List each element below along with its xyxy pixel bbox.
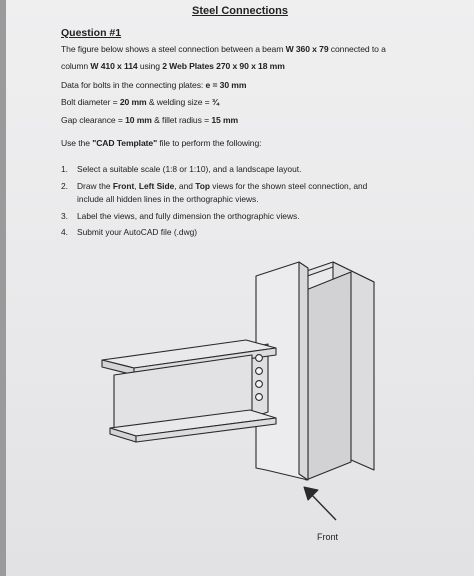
task-item <box>61 163 461 177</box>
task-text-continued: include all hidden lines in the orthographic views. <box>77 194 259 204</box>
question-heading: Question #1 <box>61 27 122 39</box>
bolt <box>256 368 263 375</box>
intro-text: connected to a <box>328 44 386 54</box>
use-text: file to perform the following: <box>157 138 262 148</box>
column-size: W 410 x 114 <box>90 61 138 71</box>
beam-size: W 360 x 79 <box>285 44 329 54</box>
intro-text: The figure below shows a steel connection between a beam <box>61 44 286 54</box>
cad-template-name: "CAD Template" <box>92 138 158 148</box>
column-front-flange-edge <box>299 262 308 480</box>
intro-line-2 <box>61 61 285 71</box>
top-view-term: Top <box>195 180 210 191</box>
steel-connection-figure <box>6 245 474 576</box>
fillet-value: 15 mm <box>211 115 239 125</box>
bolts-data-line <box>61 80 246 90</box>
task-number: 4. <box>61 227 68 237</box>
bolt-diameter-line <box>61 97 219 107</box>
front-arrow-head <box>304 487 318 500</box>
intro-text: using <box>137 61 163 71</box>
task-text: Select a suitable scale (1:8 or 1:10), and a landscape layout. <box>77 164 302 174</box>
use-text: Use the <box>61 138 93 148</box>
intro-line-1 <box>61 44 386 54</box>
task-item <box>61 180 461 207</box>
page-title: Steel Connections <box>192 5 288 17</box>
task-text: Submit your AutoCAD file (.dwg) <box>77 227 198 237</box>
bolts-value: e = 30 mm <box>205 80 247 90</box>
bolt-diameter-label: Bolt diameter = <box>61 97 120 107</box>
weld-label: & welding size = <box>146 97 212 107</box>
use-template-line <box>61 138 261 148</box>
gap-value: 10 mm <box>125 115 152 125</box>
task-item <box>61 226 461 240</box>
intro-text: column <box>61 61 91 71</box>
task-text: views for the shown steel connection, and <box>209 180 368 191</box>
bolt-diameter-value: 20 mm <box>119 97 147 107</box>
task-list <box>61 163 461 243</box>
bolt <box>256 381 263 388</box>
column-web <box>306 272 351 480</box>
web-plates: 2 Web Plates 270 x 90 x 18 mm <box>162 61 285 71</box>
front-view-term: Front <box>112 180 135 191</box>
weld-value: ¾ <box>211 97 219 107</box>
front-view-label: Front <box>317 532 339 542</box>
fillet-label: & fillet radius = <box>151 115 212 125</box>
task-text: Label the views, and fully dimension the orthographic views. <box>77 210 300 221</box>
left-side-view-term: Left Side <box>138 180 175 191</box>
task-text: Draw the <box>77 180 113 191</box>
task-item <box>61 210 461 224</box>
task-text: , <box>134 180 139 191</box>
task-text: , and <box>174 180 196 191</box>
front-arrow-shaft <box>309 492 336 520</box>
bolt <box>256 394 263 401</box>
task-number: 3. <box>61 210 68 221</box>
gap-label: Gap clearance = <box>61 115 126 125</box>
task-number: 1. <box>61 164 68 174</box>
bolt <box>256 355 263 362</box>
task-number: 2. <box>61 180 68 191</box>
gap-line <box>61 115 238 125</box>
bolts-label: Data for bolts in the connecting plates: <box>61 80 206 90</box>
